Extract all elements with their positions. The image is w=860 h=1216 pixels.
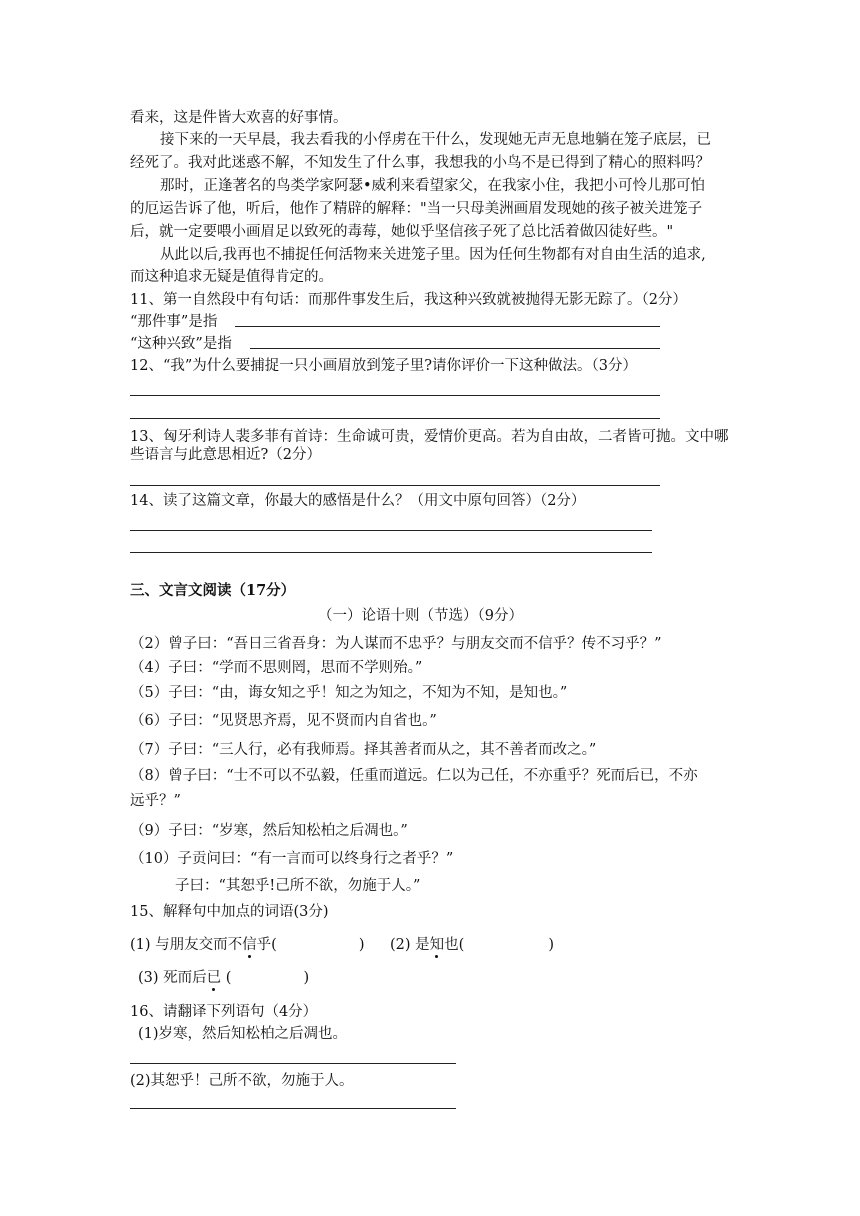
answer-line[interactable] [130, 1063, 456, 1064]
dotted-word: 知 [429, 937, 445, 953]
section-heading: 三、文言文阅读（17分） [130, 582, 296, 599]
q16-sentence-2: (2)其恕乎！己所不欲，勿施于人。 [130, 1073, 354, 1089]
question-13-cont: 些语言与此意思相近?（2分） [130, 447, 321, 463]
analects-item: （8）曾子曰：“士不可以不弘毅，任重而道远。仁以为己任，不亦重乎？死而后已，不亦 [130, 768, 698, 784]
answer-line[interactable] [130, 418, 660, 419]
q11-label-b: “这种兴致”是指 [130, 336, 232, 352]
question-12: 12、“我”为什么要捕捉一只小画眉放到笼子里?请你评价一下这种做法。（3分） [130, 358, 638, 374]
passage-line: 后，就一定要喂小画眉足以致死的毒莓，她似乎坚信孩子死了总比活着做囚徒好些。" [130, 224, 674, 240]
analects-item: （5）子曰：“由，诲女知之乎！知之为知之，不知为不知，是知也。” [130, 685, 568, 701]
question-14: 14、读了这篇文章，你最大的感悟是什么？（用文中原句回答）（2分） [130, 493, 586, 509]
q15-item-1-open: 乎( [256, 937, 277, 953]
analects-item: （6）子曰：“见贤思齐焉，见不贤而内自省也。” [130, 713, 437, 729]
analects-item: （9）子曰：“岁寒，然后知松柏之后凋也。” [130, 823, 408, 839]
analects-item-cont: 远乎？” [130, 793, 181, 809]
q15-item-1-close: ) [358, 937, 365, 953]
dotted-word: 信 [242, 937, 257, 953]
section-subheading: （一）论语十则（节选）（9分） [318, 608, 523, 624]
q15-item-2 [390, 936, 554, 954]
passage-line: 那时，正逢著名的鸟类学家阿瑟•威利来看望家父，在我家小住，我把小可怜儿那可怕 [160, 178, 706, 194]
analects-item: （2）曾子曰：“吾日三省吾身：为人谋而不忠乎？与朋友交而不信乎？传不习乎？” [130, 636, 662, 652]
dotted-word: 已 [206, 970, 222, 986]
passage-line: 看来，这是件皆大欢喜的好事情。 [130, 110, 348, 126]
question-16: 16、请翻译下列语句（4分） [130, 1004, 318, 1020]
passage-line: 经死了。我对此迷惑不解，不知发生了什么事，我想我的小鸟不是已得到了精心的照料吗？ [130, 155, 710, 171]
passage-line: 而这种追求无疑是值得肯定的。 [130, 269, 333, 285]
q15-item-3 [138, 969, 309, 987]
analects-item: （7）子曰：“三人行，必有我师焉。择其善者而从之，其不善者而改之。” [130, 742, 597, 758]
analects-item: （4）子曰：“学而不思则罔，思而不学则殆。” [130, 660, 423, 676]
question-15: 15、解释句中加点的词语(3分) [130, 904, 329, 920]
q15-item-3-text: (3) 死而后 [138, 970, 207, 986]
answer-line[interactable] [130, 552, 652, 553]
answer-line[interactable] [130, 485, 660, 486]
q15-item-1-text: (1) 与朋友交而不 [130, 937, 243, 953]
q11-label-a: “那件事”是指 [130, 314, 218, 330]
passage-line: 接下来的一天早晨，我去看我的小俘虏在干什么，发现她无声无息地躺在笼子底层，已 [160, 132, 711, 148]
q15-item-2-close: ) [548, 937, 554, 953]
question-13: 13、匈牙利诗人裴多菲有首诗：生命诚可贵，爱情价更高。若为自由故，二者皆可抛。文中哪 [130, 429, 729, 445]
answer-line[interactable] [130, 530, 652, 531]
passage-line: 从此以后,我再也不捕捉任何活物来关进笼子里。因为任何生物都有对自由生活的追求, [160, 247, 706, 263]
q15-item-3-open: ( [221, 970, 232, 986]
q15-item-3-close: ) [303, 970, 310, 986]
analects-item-reply: 子曰：“其恕乎!己所不欲，勿施于人。” [175, 878, 421, 894]
answer-line[interactable] [250, 348, 660, 349]
answer-line[interactable] [235, 326, 660, 327]
question-11: 11、第一自然段中有句话：而那件事发生后，我这种兴致就被抛得无影无踪了。（2分） [130, 292, 687, 308]
answer-line[interactable] [130, 395, 660, 396]
q15-item-2-text: (2) 是 [390, 937, 430, 953]
answer-line[interactable] [130, 1108, 456, 1109]
q16-sentence-1: (1)岁寒，然后知松柏之后凋也。 [138, 1026, 348, 1042]
passage-line: 的厄运告诉了他，听后，他作了精辟的解释："当一只母美洲画眉发现她的孩子被关进笼子 [130, 201, 703, 217]
q15-item-1 [130, 936, 365, 954]
analects-item: （10）子贡问曰：“有一言而可以终身行之者乎？” [130, 851, 454, 867]
q15-item-2-open: 也( [444, 937, 465, 953]
